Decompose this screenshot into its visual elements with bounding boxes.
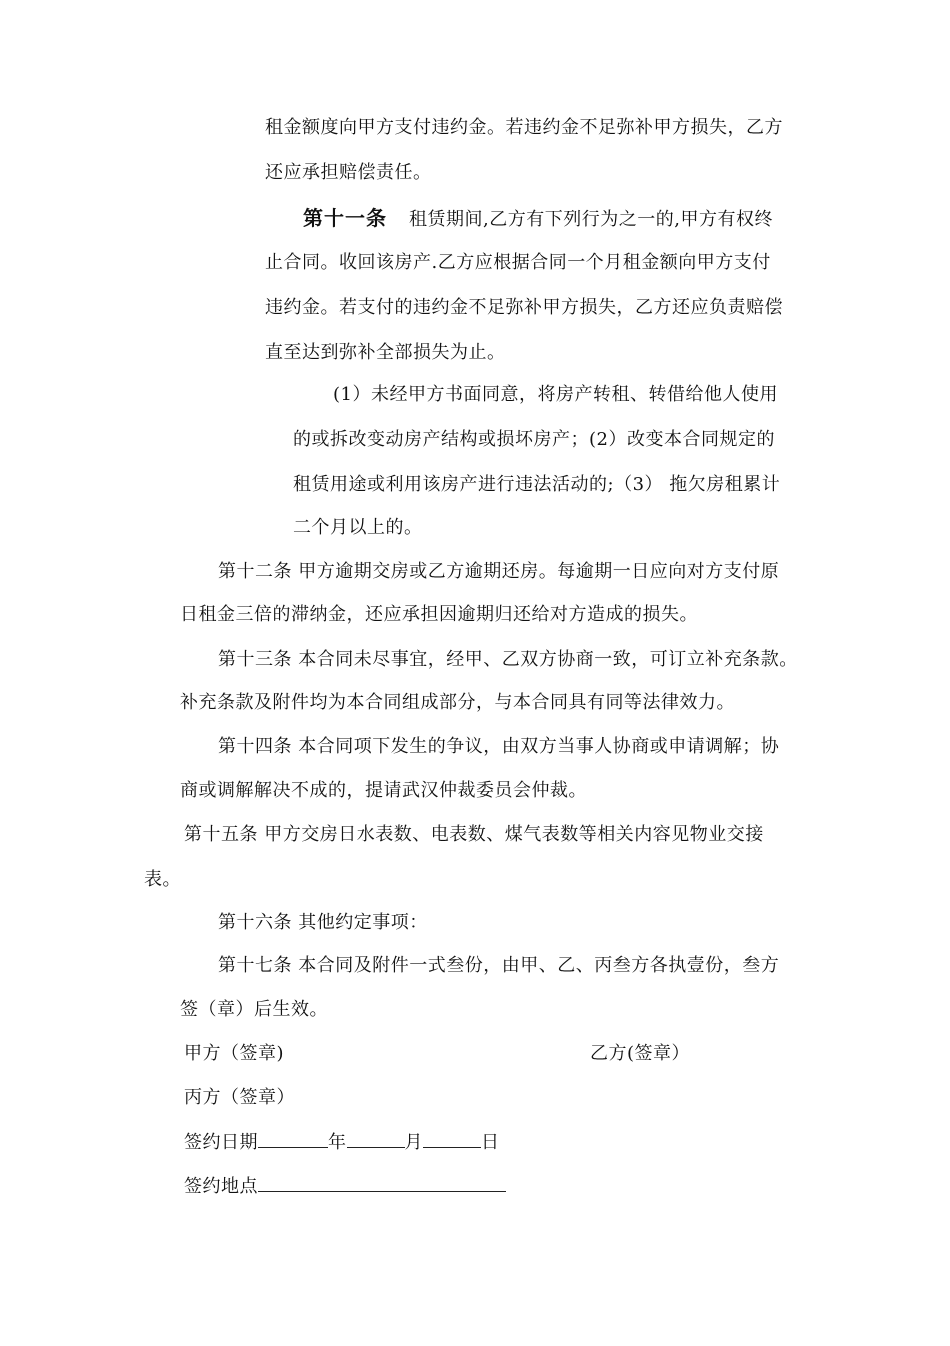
art14-line-1: 第十四条 本合同项下发生的争议，由双方当事人协商或申请调解；协: [218, 736, 780, 757]
signing-date: [184, 1131, 500, 1154]
signing-place: [184, 1175, 506, 1198]
art10-line-2: 还应承担赔偿责任。: [265, 162, 432, 183]
signing-date-label: 签约日期: [184, 1132, 258, 1153]
place-blank: [258, 1175, 506, 1192]
art11-item-line-1: (1）未经甲方书面同意，将房产转租、转借给他人使用: [333, 384, 778, 405]
art11-line-2: 止合同。收回该房产.乙方应根据合同一个月租金额向甲方支付: [265, 252, 771, 273]
art14-line-2: 商或调解解决不成的，提请武汉仲裁委员会仲裁。: [180, 780, 587, 801]
art11-heading: 第十一条: [303, 206, 387, 230]
month-blank: [347, 1131, 405, 1148]
year-blank: [258, 1131, 328, 1148]
day-label: 日: [481, 1132, 500, 1153]
art12-line-1: 第十二条 甲方逾期交房或乙方逾期还房。每逾期一日应向对方支付原: [218, 561, 780, 582]
art11-line-4: 直至达到弥补全部损失为止。: [265, 342, 506, 363]
art11-line-1: [303, 207, 773, 231]
day-blank: [423, 1131, 481, 1148]
art17-line-1: 第十七条 本合同及附件一式叁份，由甲、乙、丙叁方各执壹份，叁方: [218, 955, 780, 976]
art10-line-1: 租金额度向甲方支付违约金。若违约金不足弥补甲方损失，乙方: [265, 117, 783, 138]
party-c-signature: 丙方（签章）: [184, 1087, 295, 1108]
art12-line-2: 日租金三倍的滞纳金，还应承担因逾期归还给对方造成的损失。: [180, 604, 698, 625]
art13-line-1: 第十三条 本合同未尽事宜，经甲、乙双方协商一致，可订立补充条款。: [218, 649, 798, 670]
party-a-signature: 甲方（签章): [184, 1043, 285, 1064]
art15-line-2: 表。: [144, 869, 181, 890]
art11-line-3: 违约金。若支付的违约金不足弥补甲方损失，乙方还应负责赔偿: [265, 297, 783, 318]
art13-line-2: 补充条款及附件均为本合同组成部分，与本合同具有同等法律效力。: [180, 692, 735, 713]
art15-line-1: 第十五条 甲方交房日水表数、电表数、煤气表数等相关内容见物业交接: [184, 824, 764, 845]
art17-line-2: 签（章）后生效。: [180, 999, 328, 1020]
art11-item-line-3: 租赁用途或利用该房产进行违法活动的;（3） 拖欠房租累计: [293, 474, 781, 495]
party-b-signature: 乙方(签章）: [590, 1043, 691, 1064]
year-label: 年: [328, 1132, 347, 1153]
art16-line-1: 第十六条 其他约定事项：: [218, 912, 428, 933]
art11-item-line-2: 的或拆改变动房产结构或损坏房产；(2）改变本合同规定的: [293, 429, 775, 450]
signing-place-label: 签约地点: [184, 1176, 258, 1197]
art11-item-line-4: 二个月以上的。: [293, 517, 423, 538]
month-label: 月: [404, 1132, 423, 1153]
art11-line-1-text: 租赁期间,乙方有下列行为之一的,甲方有权终: [409, 209, 773, 230]
